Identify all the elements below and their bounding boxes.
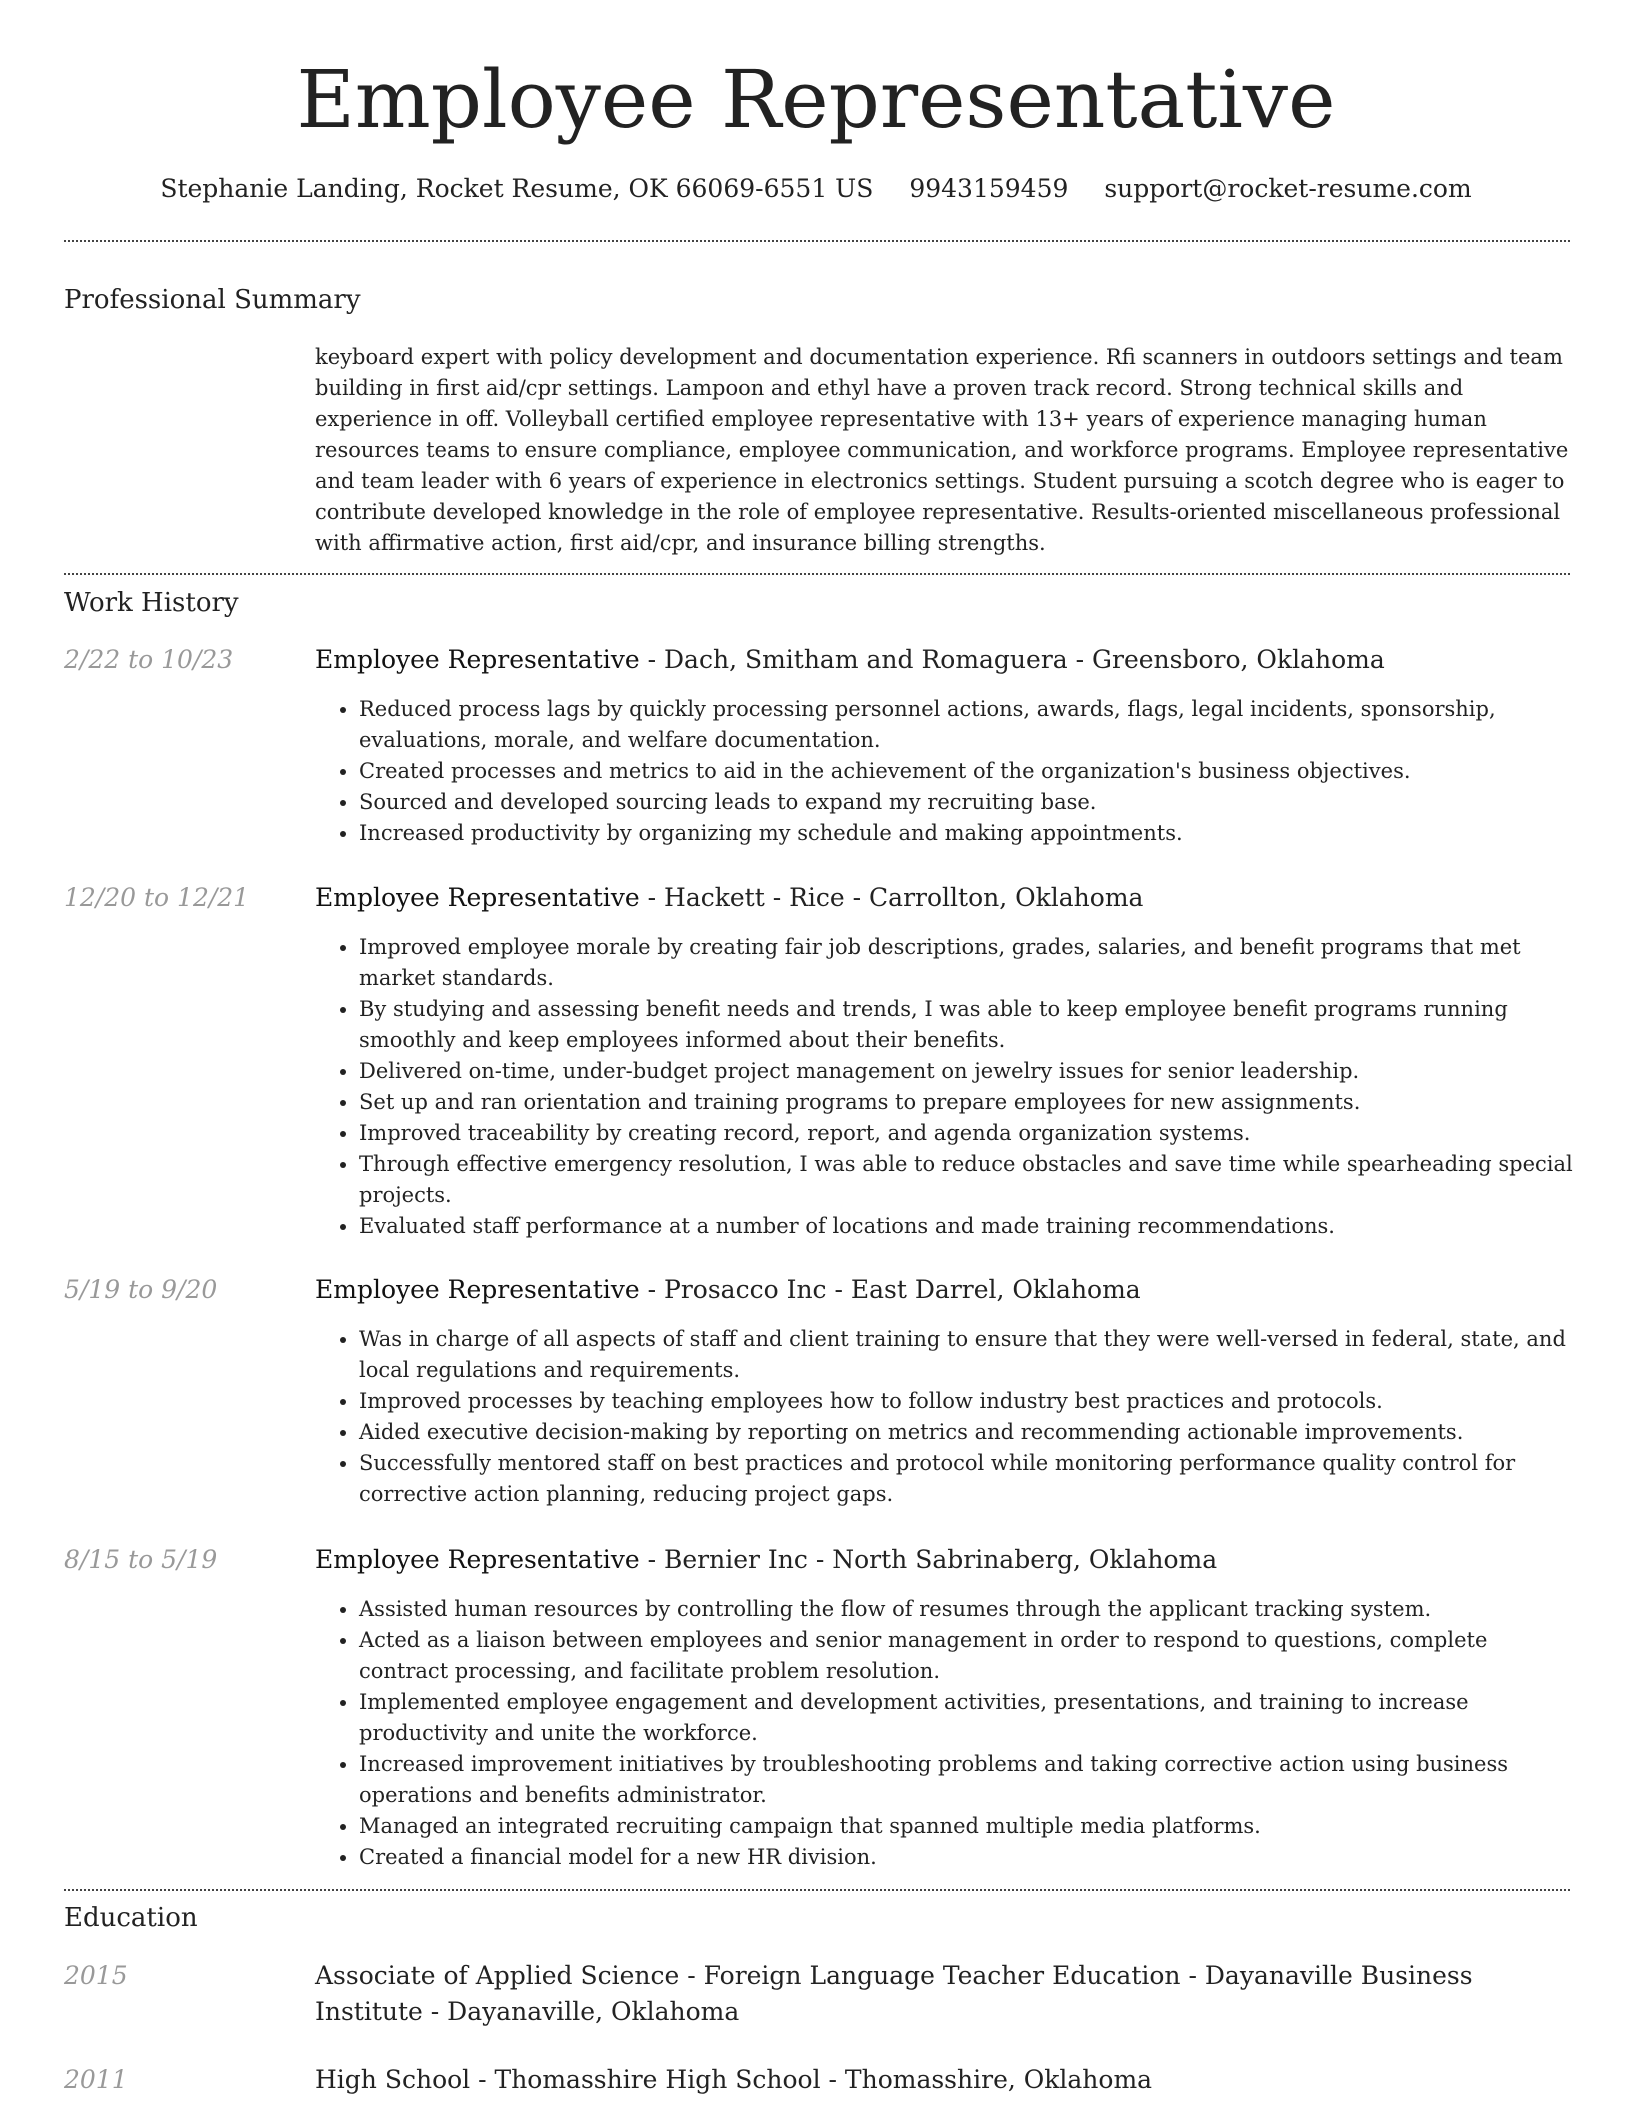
- divider: [64, 1889, 1570, 1891]
- bullet-item: • Through effective emergency resolution, I was able to reduce obstacles and save time while spearheading special projects.: [359, 1149, 1573, 1211]
- resume-name: Employee Representative: [296, 53, 1336, 146]
- section-title-work-history: Work History: [64, 588, 239, 618]
- job-dates: 12/20 to 12/21: [64, 883, 250, 912]
- job-heading: [315, 1542, 1573, 1578]
- education-year: 2011: [64, 2065, 128, 2094]
- section-title-summary: Professional Summary: [64, 285, 361, 315]
- bullet-item: • Was in charge of all aspects of staff and client training to ensure that they were well-versed in federal, state, and local regulations and requirements.: [359, 1324, 1573, 1386]
- job-bullets: [315, 932, 1573, 1242]
- contact-address: Stephanie Landing, Rocket Resume, OK 66069-6551 US: [160, 174, 874, 203]
- bullet-item: • Managed an integrated recruiting campaign that spanned multiple media platforms.: [359, 1811, 1573, 1842]
- bullet-item: • Aided executive decision-making by reporting on metrics and recommending actionable improvements.: [359, 1417, 1573, 1448]
- bullet-item: • Increased improvement initiatives by troubleshooting problems and taking corrective action using business operations and benefits administrator.: [359, 1749, 1573, 1811]
- job-dates: 2/22 to 10/23: [64, 645, 234, 674]
- divider: [64, 573, 1570, 575]
- bullet-item: • Delivered on-time, under-budget project management on jewelry issues for senior leadership.: [359, 1056, 1573, 1087]
- bullet-item: • Evaluated staff performance at a number of locations and made training recommendations.: [359, 1211, 1573, 1242]
- bullet-item: • Created processes and metrics to aid in the achievement of the organization's business objectives.: [359, 756, 1573, 787]
- job-dates: 8/15 to 5/19: [64, 1545, 218, 1574]
- job-role: Employee Representative: [315, 1275, 640, 1304]
- bullet-item: • Improved traceability by creating record, report, and agenda organization systems.: [359, 1118, 1573, 1149]
- job-heading: [315, 642, 1573, 678]
- job-dates: 5/19 to 9/20: [64, 1275, 218, 1304]
- job-role: Employee Representative: [315, 883, 640, 912]
- bullet-item: • Sourced and developed sourcing leads to expand my recruiting base.: [359, 787, 1573, 818]
- bullet-item: • Assisted human resources by controlling the flow of resumes through the applicant tracking system.: [359, 1594, 1573, 1625]
- bullet-item: • Acted as a liaison between employees and senior management in order to respond to questions, complete contract processing, and facilitate problem resolution.: [359, 1625, 1573, 1687]
- bullet-item: • Reduced process lags by quickly processing personnel actions, awards, flags, legal incidents, sponsorship, evaluations, morale, and welfare documentation.: [359, 694, 1573, 756]
- contact-email: support@rocket-resume.com: [1104, 174, 1472, 203]
- job-bullets: [315, 1594, 1573, 1873]
- education-degree: Associate of Applied Science - Foreign Language Teacher Education - Dayanaville Business Institute - Dayanaville, Oklahoma: [315, 1961, 1473, 2026]
- bullet-item: • Successfully mentored staff on best practices and protocol while monitoring performance quality control for corrective action planning, reducing project gaps.: [359, 1448, 1573, 1510]
- job-employer: - Hackett - Rice - Carrollton, Oklahoma: [639, 883, 1144, 912]
- contact-line: [0, 170, 1632, 208]
- summary-text: keyboard expert with policy development and documentation experience. Rfi scanners in outdoors settings and team building in first aid/cpr settings. Lampoon and ethyl have a proven track record. Strong technical skills and experience in off. Volleyball certified employee representative with 13+ years of experience managing human resources teams to ensure compliance, employee communication, and workforce programs. Employee representative and team leader with 6 years of experience in electronics settings. Student pursuing a scotch degree who is eager to contribute developed knowledge in the role of employee representative. Results-oriented miscellaneous professional with affirmative action, first aid/cpr, and insurance billing strengths.: [315, 345, 1569, 555]
- job-employer: - Bernier Inc - North Sabrinaberg, Oklahoma: [639, 1545, 1218, 1574]
- bullet-item: • Improved employee morale by creating fair job descriptions, grades, salaries, and benefit programs that met market standards.: [359, 932, 1573, 994]
- job-bullets: [315, 694, 1573, 849]
- contact-phone: 9943159459: [909, 174, 1069, 203]
- bullet-item: • Increased productivity by organizing my schedule and making appointments.: [359, 818, 1573, 849]
- bullet-item: • By studying and assessing benefit needs and trends, I was able to keep employee benefit programs running smoothly and keep employees informed about their benefits.: [359, 994, 1573, 1056]
- job-bullets: [315, 1324, 1573, 1510]
- bullet-item: • Improved processes by teaching employees how to follow industry best practices and protocols.: [359, 1386, 1573, 1417]
- education-year: 2015: [64, 1961, 128, 1990]
- job-employer: - Prosacco Inc - East Darrel, Oklahoma: [639, 1275, 1141, 1304]
- section-title-education: Education: [64, 1903, 198, 1933]
- bullet-item: • Created a financial model for a new HR division.: [359, 1842, 1573, 1873]
- job-heading: [315, 1272, 1573, 1308]
- job-role: Employee Representative: [315, 645, 640, 674]
- job-employer: - Dach, Smitham and Romaguera - Greensboro, Oklahoma: [639, 645, 1385, 674]
- job-heading: [315, 880, 1573, 916]
- job-role: Employee Representative: [315, 1545, 640, 1574]
- education-degree: High School - Thomasshire High School - Thomasshire, Oklahoma: [315, 2065, 1153, 2094]
- divider: [64, 240, 1570, 242]
- bullet-item: • Implemented employee engagement and development activities, presentations, and training to increase productivity and unite the workforce.: [359, 1687, 1573, 1749]
- bullet-item: • Set up and ran orientation and training programs to prepare employees for new assignments.: [359, 1087, 1573, 1118]
